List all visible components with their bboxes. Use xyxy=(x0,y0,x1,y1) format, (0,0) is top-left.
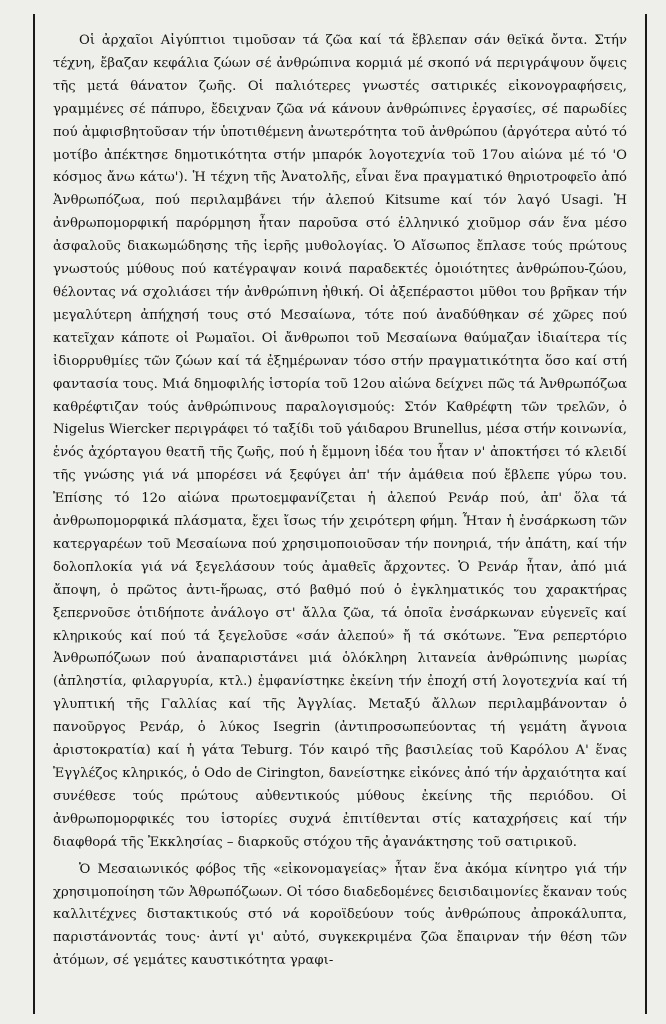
text-frame xyxy=(33,14,647,1014)
paragraph-2: Ὁ Μεσαιωνικός φόβος τῆς «εἰκονομαγείας» ἦταν ἕνα ἀκόμα κίνητρο γιά τήν χρησιμοποίηση τῶν Ἀθρωπόζωων. Οἱ τόσο διαδεδομένες δεισιδαιμονίες ἔκαναν τούς καλλιτέχνες διστακτικούς στό νά κοροϊδεύουν τούς ἀνθρώπους ἀπροκάλυπτα, παριστάνοντάς τους· ἀντί γι' αὐτό, συγκεκριμένα ζῶα ἔπαιρναν τήν θέση τῶν ἀτόμων, σέ γεμάτες καυστικότητα γραφι- xyxy=(53,861,627,969)
paragraph-1: Οἱ ἀρχαῖοι Αἰγύπτιοι τιμοῦσαν τά ζῶα καί τά ἔβλεπαν σάν θεϊκά ὄντα. Στήν τέχνη, ἔβαζαν κεφάλια ζώων σέ ἀνθρώπινα κορμιά μέ σκοπό νά περιγράψουν ὄψεις τῆς μετά θάνατον ζωῆς. Οἱ παλιότερες γνωστές σατιρικές εἰκονογραφήσεις, γραμμένες σέ πάπυρο, ἔδειχναν ζῶα νά κάνουν ἀνθρώπινες ἐργασίες, σέ παρωδίες πού ἀμφισβητοῦσαν τήν ὑποτιθέμενη ἀνωτερότητα τοῦ ἀνθρώπου (ἀργότερα αὐτό τό μοτίβο ἀπέκτησε δημοτικότητα στήν μπαρόκ λογοτεχνία τοῦ 17ου αἰώνα μέ τό 'Ο κόσμος ἄνω κάτω'). Ἡ τέχνη τῆς Ἀνατολῆς, εἶναι ἕνα πραγματικό θηριοτροφεῖο ἀπό Ἀνθρωπόζωα, πού περιλαμβάνει τήν ἀλεπού Kitsume καί τόν λαγό Usagi. Ἡ ἀνθρωπομορφική παρόρμηση ἦταν παροῦσα στό ἑλληνικό χιοῦμορ σάν ἕνα μέσο ἀσφαλοῦς διακωμώδησης τῆς ἱερῆς μυθολογίας. Ὁ Αἴσωπος ἔπλασε τούς πρώτους γνωστούς μύθους πού κατέγραψαν κοινά παραδεκτές ὁμοιότητες ἀνθρώπου-ζώου, θέλοντας νά σχολιάσει τήν ἀνθρώπινη ἠθική. Οἱ ἀξεπέραστοι μῦθοι του βρῆκαν τήν μεγαλύτερη ἀπήχησή τους στό Μεσαίωνα, τότε πού ἀναδύθηκαν σέ χῶρες πού κατεῖχαν κάποτε οἱ Ρωμαῖοι. Οἱ ἄνθρωποι τοῦ Μεσαίωνα θαύμαζαν ἰδιαίτερα τίς ἰδιορρυθμίες τῶν ζώων καί τά ἐξημέρωναν τόσο στήν πραγματικότητα ὅσο καί στή φαντασία τους. Μιά δημοφιλής ἱστορία τοῦ 12ου αἰώνα δείχνει πῶς τά Ἀνθρωπόζωα καθρέφτιζαν τούς ἀνθρώπινους παραλογισμούς: Στόν Καθρέφτη τῶν τρελῶν, ὁ Nigelus Wiercker περιγράφει τό ταξίδι τοῦ γάιδαρου Brunellus, μέσα στήν κοινωνία, ἑνός ἀχόρταγου θεατῆ τῆς ζωῆς, πού ἡ ἔμμονη ἰδέα του ἦταν ν' ἀποκτήσει τό κλειδί τῆς γνώσης γιά νά μπορέσει νά ξεφύγει ἀπ' τήν ἀμάθεια πού ἔβλεπε γύρω του. Ἐπίσης τό 12ο αἰώνα πρωτοεμφανίζεται ἡ ἀλεπού Ρενάρ πού, ἀπ' ὅλα τά ἀνθρωπομορφικά πλάσματα, ἔχει ἴσως τήν χειρότερη φήμη. Ἦταν ἡ ἐνσάρκωση τῶν κατεργαρέων τοῦ Μεσαίωνα πού χρησιμοποιοῦσαν τήν πονηριά, τήν ἀπάτη, καί τήν δολοπλοκία γιά νά ξεγελάσουν τούς ἀμαθεῖς ἄρχοντες. Ὁ Ρενάρ ἦταν, ἀπό μιά ἄποψη, ὁ πρῶτος ἀντι-ἥρωας, στό βαθμό πού ὁ ἐγκληματικός του χαρακτήρας ξεπερνοῦσε ὁτιδήποτε ἀνάλογο στ' ἄλλα ζῶα, τά ὁποῖα ἐνσάρκωναν εὐγενεῖς καί κληρικούς καί πού τά ξεγελοῦσε «σάν ἀλεπού» ἤ τά σκότωνε. Ἕνα ρεπερτόριο Ἀνθρωπόζωων πού ἀναπαριστάνει μιά ὁλόκληρη λιτανεία ἀνθρώπινης μωρίας (ἀπληστία, φιλαργυρία, κτλ.) ἐμφανίστηκε ἐκείνη τήν ἐποχή στή λογοτεχνία καί τή γλυπτική τῆς Γαλλίας καί τῆς Ἀγγλίας. Μεταξύ ἄλλων περιλαμβάνονταν ὁ πανοῦργος Ρενάρ, ὁ λύκος Isegrin (ἀντιπροσωπεύοντας τή γεμάτη ἄγνοια ἀριστοκρατία) καί ἡ γάτα Teburg. Τόν καιρό τῆς βασιλείας τοῦ Καρόλου Α' ἕνας Ἐγγλέζος κληρικός, ὁ Odo de Cirington, δανείστηκε εἰκόνες ἀπό τήν ἀρχαιότητα καί συνέθεσε τούς πρώτους αὐθεντικούς μύθους ἐκείνης τῆς περιόδου. Οἱ ἀνθρωπομορφικές του ἱστορίες συχνά ἐπιτίθενται στίς καταχρήσεις καί τήν διαφθορά τῆς Ἐκκλησίας – διαρκοῦς στόχου τῆς ἀγανάκτησης τοῦ σατιρικοῦ. xyxy=(53,33,627,850)
page-body xyxy=(53,30,627,973)
